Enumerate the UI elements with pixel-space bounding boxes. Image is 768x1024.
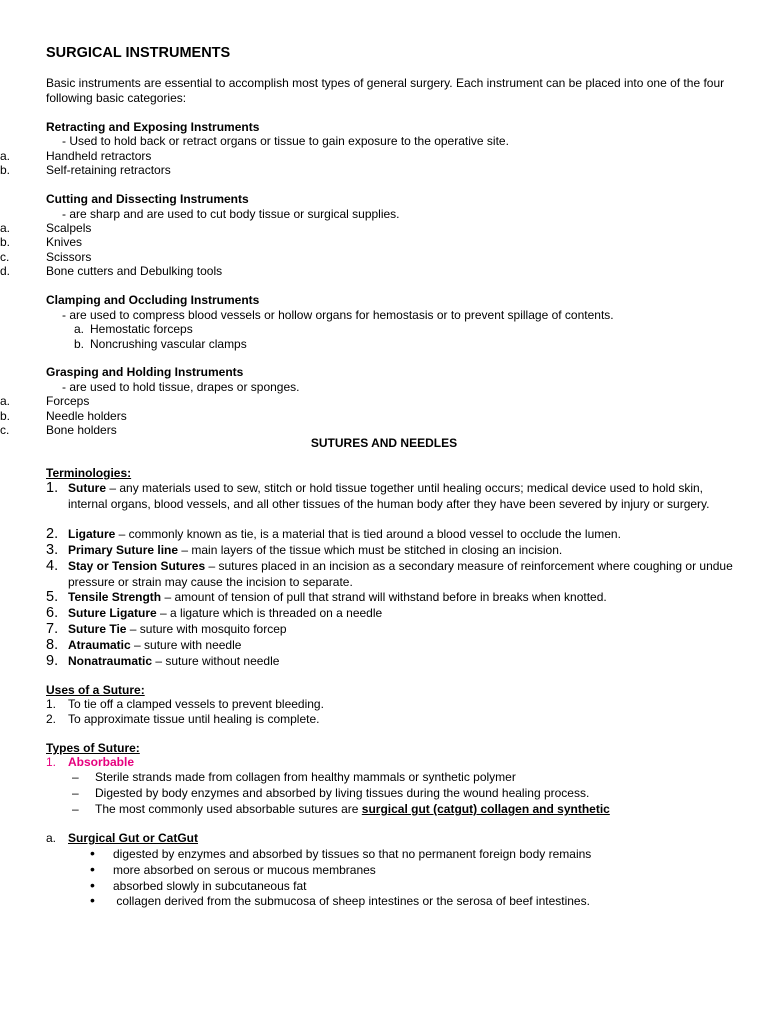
term-name: Suture: [68, 481, 107, 495]
term-number: 2.: [46, 526, 59, 542]
use-number: 2.: [46, 712, 57, 726]
list-item: Self-retaining retractors: [46, 163, 171, 177]
section-title: SUTURES AND NEEDLES: [310, 436, 458, 450]
term-number: 4.: [46, 558, 59, 574]
list-item: Handheld retractors: [46, 149, 152, 163]
term-definition: – suture with needle: [130, 638, 242, 652]
list-item: Needle holders: [46, 409, 127, 423]
term-text: [68, 527, 738, 543]
bullet-icon: •: [90, 861, 95, 877]
bullet-item: absorbed slowly in subcutaneous fat: [113, 879, 307, 893]
term-definition: – amount of tension of pull that strand will withstand before in breaks when knotted.: [161, 590, 607, 604]
category-heading: Retracting and Exposing Instruments: [46, 120, 260, 134]
term-definition: – main layers of the tissue which must be stitched in closing an incision.: [178, 543, 563, 557]
term-number: 8.: [46, 637, 59, 653]
type-point: [95, 802, 610, 816]
term-definition: – any materials used to sew, stitch or hold tissue together until healing occurs; medical device used to hold skin, internal organs, blood vessels, and all other tissues of the human body after they have been severed by injury or surgery.: [68, 481, 710, 511]
category-description: - are used to compress blood vessels or hollow organs for hemostasis or to prevent spillage of contents.: [62, 308, 614, 322]
list-item: Scissors: [46, 250, 92, 264]
type-label-absorbable: Absorbable: [68, 755, 135, 769]
category-heading: Cutting and Dissecting Instruments: [46, 192, 249, 206]
category-heading: Grasping and Holding Instruments: [46, 365, 244, 379]
term-name: Suture Ligature: [68, 606, 157, 620]
term-definition: – a ligature which is threaded on a needle: [156, 606, 383, 620]
dash-marker: –: [72, 802, 79, 816]
term-text: [68, 622, 738, 638]
term-name: Ligature: [68, 527, 116, 541]
term-number: 5.: [46, 589, 59, 605]
list-item: Forceps: [46, 394, 90, 408]
term-definition: – suture without needle: [152, 654, 280, 668]
term-name: Nonatraumatic: [68, 654, 153, 668]
use-item: To approximate tissue until healing is complete.: [68, 712, 320, 726]
term-text: [68, 481, 738, 512]
term-number: 9.: [46, 653, 59, 669]
list-marker: c.: [0, 250, 10, 264]
list-marker: d.: [0, 264, 11, 278]
sub-marker: a.: [46, 831, 57, 845]
list-item: Hemostatic forceps: [90, 322, 193, 336]
bullet-item: collagen derived from the submucosa of sheep intestines or the serosa of beef intestines.: [113, 894, 590, 908]
list-marker: b.: [0, 409, 11, 423]
bullet-item: digested by enzymes and absorbed by tissues so that no permanent foreign body remains: [113, 847, 592, 861]
list-item: Bone holders: [46, 423, 117, 437]
sub-heading: Surgical Gut or CatGut: [68, 831, 199, 845]
type-point-emphasis: surgical gut (catgut) collagen and synthetic: [361, 802, 610, 816]
type-point: Digested by body enzymes and absorbed by living tissues during the wound healing process.: [95, 786, 590, 800]
list-marker: a.: [0, 394, 11, 408]
term-text: [68, 654, 738, 670]
bullet-item: more absorbed on serous or mucous membranes: [113, 863, 376, 877]
dash-marker: –: [72, 786, 79, 800]
types-heading: Types of Suture:: [46, 741, 140, 755]
list-marker: b.: [0, 163, 11, 177]
bullet-icon: •: [90, 892, 95, 908]
term-item: [46, 481, 736, 529]
list-item: Knives: [46, 235, 83, 249]
uses-heading: Uses of a Suture:: [46, 683, 145, 697]
term-number: 3.: [46, 542, 59, 558]
intro-paragraph: Basic instruments are essential to accomplish most types of general surgery. Each instrument can be placed into one of the four following basic categories:: [46, 76, 725, 105]
list-marker: a.: [0, 221, 11, 235]
term-number: 6.: [46, 605, 59, 621]
bullet-icon: •: [90, 877, 95, 893]
type-point-text: The most commonly used absorbable sutures are: [95, 802, 362, 816]
term-text: [68, 543, 738, 559]
term-text: [68, 638, 738, 654]
term-name: Stay or Tension Sutures: [68, 559, 206, 573]
term-text: [68, 559, 738, 590]
list-item: Scalpels: [46, 221, 92, 235]
list-item: Bone cutters and Debulking tools: [46, 264, 223, 278]
type-number: 1.: [46, 755, 57, 769]
list-marker: c.: [0, 423, 10, 437]
use-item: To tie off a clamped vessels to prevent bleeding.: [68, 697, 324, 711]
term-name: Atraumatic: [68, 638, 131, 652]
page-title: SURGICAL INSTRUMENTS: [46, 45, 231, 61]
term-name: Primary Suture line: [68, 543, 179, 557]
dash-marker: –: [72, 770, 79, 784]
term-text: [68, 590, 738, 606]
term-text: [68, 606, 738, 622]
list-item: Noncrushing vascular clamps: [90, 337, 247, 351]
list-marker: a.: [74, 322, 85, 336]
list-marker: a.: [0, 149, 11, 163]
category-heading: Clamping and Occluding Instruments: [46, 293, 260, 307]
bullet-icon: •: [90, 845, 95, 861]
term-definition: – commonly known as tie, is a material that is tied around a blood vessel to occlude the lumen.: [115, 527, 621, 541]
use-number: 1.: [46, 697, 57, 711]
terminologies-heading: Terminologies:: [46, 466, 132, 480]
term-number: 7.: [46, 621, 59, 637]
category-description: - are sharp and are used to cut body tissue or surgical supplies.: [62, 207, 400, 221]
term-name: Tensile Strength: [68, 590, 162, 604]
list-marker: b.: [0, 235, 11, 249]
type-point: Sterile strands made from collagen from healthy mammals or synthetic polymer: [95, 770, 516, 784]
category-description: - Used to hold back or retract organs or tissue to gain exposure to the operative site.: [62, 134, 509, 148]
list-marker: b.: [74, 337, 85, 351]
term-name: Suture Tie: [68, 622, 127, 636]
term-number: 1.: [46, 480, 59, 496]
term-definition: – sutures placed in an incision as a secondary measure of reinforcement where coughing or undue pressure or strain may cause the incision to separate.: [68, 559, 733, 589]
term-definition: – suture with mosquito forcep: [126, 622, 287, 636]
category-description: - are used to hold tissue, drapes or sponges.: [62, 380, 300, 394]
